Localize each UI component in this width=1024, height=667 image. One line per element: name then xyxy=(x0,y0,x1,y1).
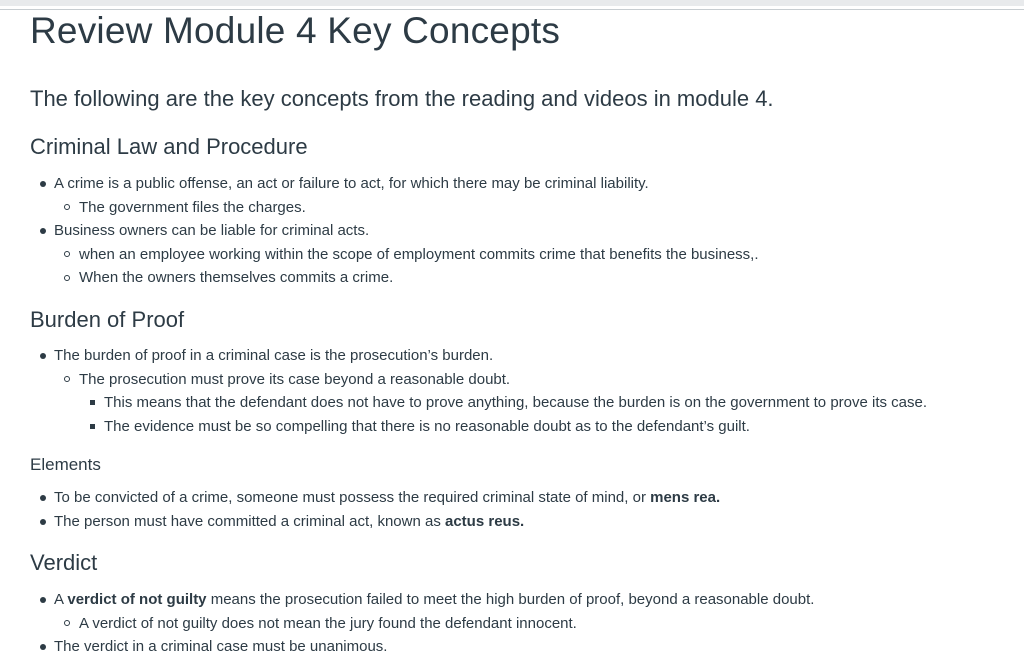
verdict-list xyxy=(30,588,814,659)
list-item: The verdict in a criminal case must be unanimous. xyxy=(30,635,814,659)
list-item: The burden of proof in a criminal case is the prosecution’s burden. xyxy=(30,344,927,368)
heading-elements: Elements xyxy=(30,455,101,474)
top-bar xyxy=(0,0,1024,6)
list-item: When the owners themselves commits a crime. xyxy=(30,266,759,290)
burden-list xyxy=(30,344,927,438)
list-item xyxy=(30,588,814,612)
actus-reus-term: actus reus. xyxy=(445,512,525,530)
actus-reus-text: The person must have committed a criminal act, known as xyxy=(54,512,445,530)
list-item: The evidence must be so compelling that there is no reasonable doubt as to the defendant’s guilt. xyxy=(30,415,927,439)
elements-list xyxy=(30,486,720,533)
verdict-text-post: means the prosecution failed to meet the high burden of proof, beyond a reasonable doubt. xyxy=(206,591,815,608)
criminal-law-list xyxy=(30,172,759,290)
list-item xyxy=(30,486,720,510)
mens-rea-text: To be convicted of a crime, someone must possess the required criminal state of mind, or xyxy=(54,489,651,506)
list-item: The prosecution must prove its case beyond a reasonable doubt. xyxy=(30,368,927,392)
list-item: when an employee working within the scope of employment commits crime that benefits the business,. xyxy=(30,243,759,267)
heading-criminal-law: Criminal Law and Procedure xyxy=(30,134,308,159)
verdict-text-pre: A xyxy=(54,591,68,608)
verdict-term: verdict of not guilty xyxy=(67,591,207,608)
intro-text: The following are the key concepts from the reading and videos in module 4. xyxy=(30,86,774,111)
heading-verdict: Verdict xyxy=(30,550,98,575)
list-item: Business owners can be liable for criminal acts. xyxy=(30,219,759,243)
heading-burden-of-proof: Burden of Proof xyxy=(30,307,185,332)
list-item: This means that the defendant does not have to prove anything, because the burden is on the government to prove its case. xyxy=(30,391,927,415)
list-item xyxy=(30,510,720,534)
list-item: A verdict of not guilty does not mean the jury found the defendant innocent. xyxy=(30,612,814,636)
page-title: Review Module 4 Key Concepts xyxy=(30,10,561,51)
mens-rea-term: mens rea. xyxy=(650,489,721,506)
list-item: A crime is a public offense, an act or failure to act, for which there may be criminal liability. xyxy=(30,172,759,196)
list-item: The government files the charges. xyxy=(30,196,759,220)
